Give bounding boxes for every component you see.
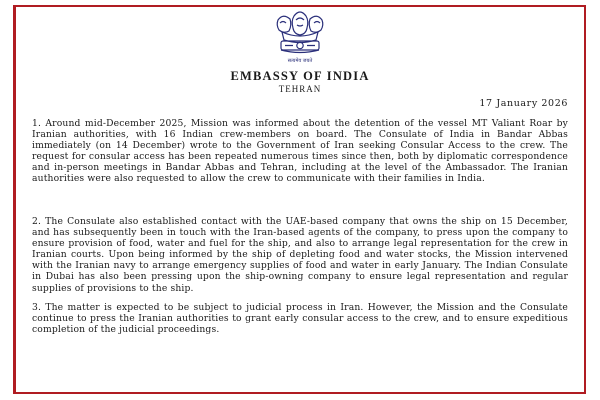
page-title: EMBASSY OF INDIA (230, 69, 370, 83)
paragraph-2: 2. The Consulate also established contact with the UAE-based company that owns the ship on 15 December, and has subsequently been in touch with the Iran-based agents of the company, to press upon the company to ensure provision of food, water and fuel for the ship, and also to arrange legal representation for the crew in Iranian courts. Upon being informed by the ship of depleting food and water stocks, the Mission intervened with the Iranian navy to arrange emergency supplies of food and water in early January. The Indian Consulate in Dubai has also been pressing upon the ship-owning company to ensure legal representation and regular supplies of provisions to the ship. (32, 216, 568, 294)
paragraph-1: 1. Around mid-December 2025, Mission was informed about the detention of the vessel MT Valiant Roar by Iranian authorities, with 16 Indian crew-members on board. The Consulate of India in Bandar Abbas immediately (on 14 December) wrote to the Government of Iran seeking Consular Access to the crew. The request for consular access has been repeated numerous times since then, both by diplomatic correspondence and in-person meetings in Bandar Abbas and Tehran, including at the level of the Ambassador. The Iranian authorities were also requested to allow the crew to communicate with their families in India. (32, 118, 568, 185)
page-subtitle: TEHRAN (278, 84, 322, 94)
national-emblem-icon (270, 6, 330, 62)
emblem-motto: सत्यमेव जयते (287, 58, 313, 64)
paragraph-3: 3. The matter is expected to be subject to judicial process in Iran. However, the Mission and the Consulate continue to press the Iranian authorities to grant early consular access to the crew, and to ensure expeditious completion of the judicial proceedings. (32, 302, 568, 336)
document-date: 17 January 2026 (479, 98, 568, 109)
